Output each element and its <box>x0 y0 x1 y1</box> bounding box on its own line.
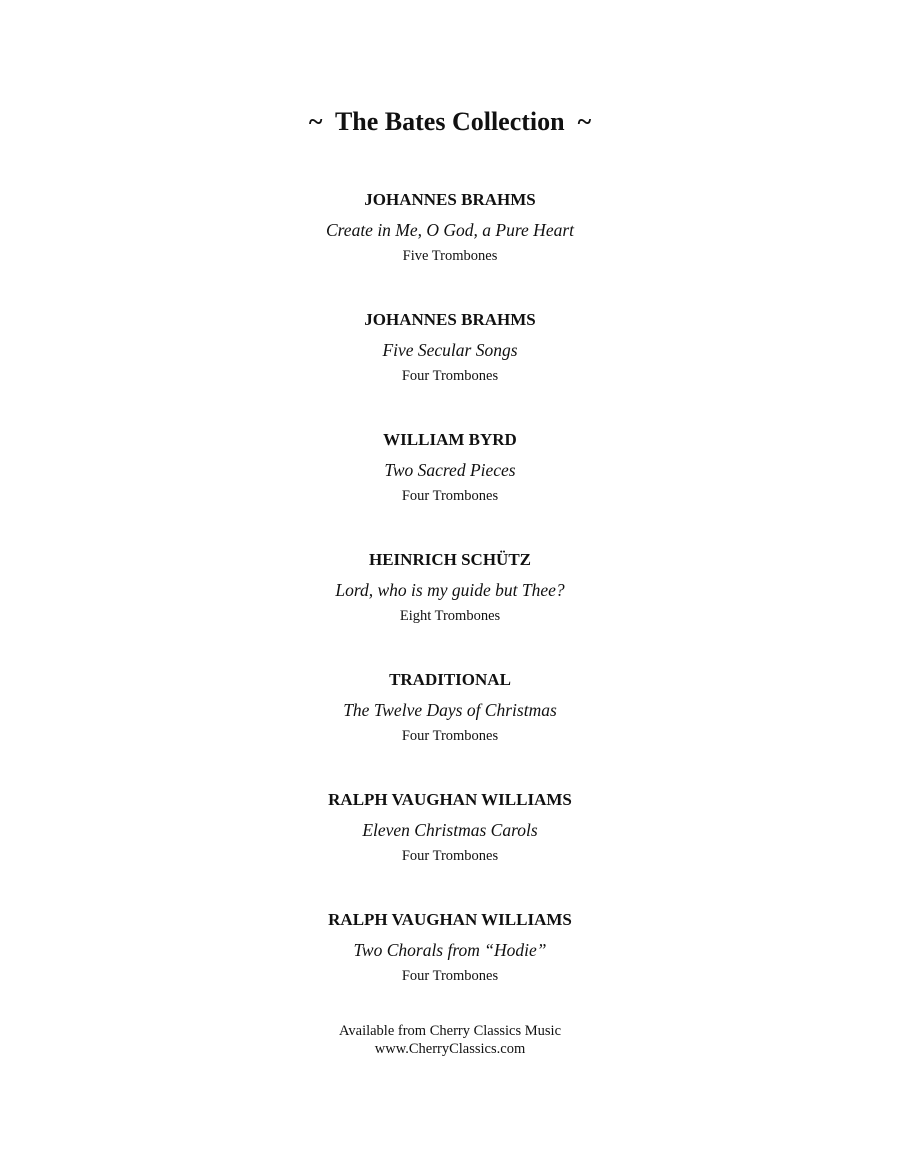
catalog-entry <box>0 666 900 786</box>
work-title: Two Sacred Pieces <box>384 460 516 480</box>
publisher-footer <box>0 1022 900 1058</box>
scoring-label: Eight Trombones <box>399 608 501 624</box>
catalog-entry <box>0 186 900 306</box>
entries-list <box>0 186 900 1026</box>
publisher-website: www.CherryClassics.com <box>374 1041 526 1057</box>
composer-name: RALPH VAUGHAN WILLIAMS <box>328 790 572 809</box>
composer-name: RALPH VAUGHAN WILLIAMS <box>328 910 572 929</box>
publisher-availability: Available from Cherry Classics Music <box>338 1023 562 1039</box>
work-title: Create in Me, O God, a Pure Heart <box>325 220 575 240</box>
composer-name: JOHANNES BRAHMS <box>364 190 536 209</box>
composer-name: WILLIAM BYRD <box>383 430 517 449</box>
work-title: The Twelve Days of Christmas <box>343 700 557 720</box>
scoring-label: Five Trombones <box>402 248 498 264</box>
work-title: Lord, who is my guide but Thee? <box>335 580 565 600</box>
catalog-entry <box>0 546 900 666</box>
catalog-entry <box>0 906 900 1026</box>
work-title: Five Secular Songs <box>382 340 518 360</box>
work-title: Eleven Christmas Carols <box>362 820 538 840</box>
page-title: ~ The Bates Collection ~ <box>308 107 592 136</box>
composer-name: HEINRICH SCHÜTZ <box>368 550 531 569</box>
scoring-label: Four Trombones <box>401 728 499 744</box>
catalog-entry <box>0 786 900 906</box>
composer-name: JOHANNES BRAHMS <box>364 310 536 329</box>
composer-name: TRADITIONAL <box>389 670 511 689</box>
scoring-label: Four Trombones <box>401 488 499 504</box>
catalog-entry <box>0 306 900 426</box>
scoring-label: Four Trombones <box>401 968 499 984</box>
catalog-entry <box>0 426 900 546</box>
scoring-label: Four Trombones <box>401 368 499 384</box>
work-title: Two Chorals from “Hodie” <box>353 940 547 960</box>
scoring-label: Four Trombones <box>401 848 499 864</box>
